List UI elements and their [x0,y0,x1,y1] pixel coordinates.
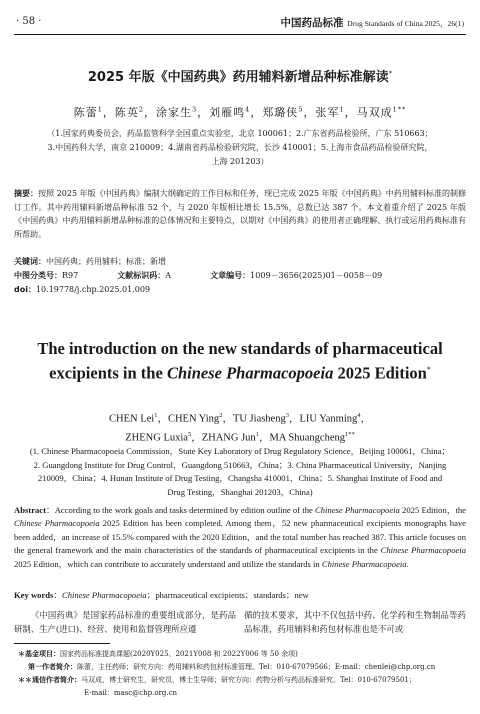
affiliation-line: Drug Testing，Shanghai 201203，China) [167,486,313,497]
chinese-title-text: 2025 年版《中国药典》药用辅料新增品种标准解读 [87,70,389,85]
keywords-text: 中国药典；药用辅料；标准；新增 [46,257,166,266]
fund-label: ＊基金项目： [18,650,60,658]
abstract-text: ：According to the work goals and tasks determined by edition outline of the [45,505,316,515]
abstract-text: 按照 2025 年版《中国药典》编制大纲确定的工作目标和任务，现已完成 2025 年版《中国药典》中药用辅料标准的制修订工作。其中药用辅料新增品种标准 52 个，与 2020 年版相比增长 15.5%，总数已达 387 个。本文着重介绍了 2025 年版《中国药典》中药用辅料新增品种标准的总体情况和主要特点，以期对《中国药典》的使用者正确理解、执行或运用药典标准有所帮助。 [14,189,466,239]
author-name: CHEN Ying [167,413,220,425]
english-abstract [14,504,466,571]
affiliation-line: (1. Chinese Pharmacopoeia Commission，State Key Laboratory of Drug Regulatory Science，Beijing 100061，China； [29,446,451,456]
author-name: 郑璐侠 [262,106,299,119]
corresponding-label: ＊＊通信作者简介： [18,676,81,684]
classification-line [14,270,466,281]
running-header [14,12,466,35]
doi-line [14,284,466,295]
chinese-authors: 陈蕾$^1$，陈英$^2$，涂家生$^3$，刘雁鸣$^4$，郑璐侠$^5$，张军$^1$，马双成$^{1**}$ [73,105,407,119]
body-column-right: 循的技术要求，其中不仅包括中药、化学药和生物制品等药品标准，药用辅料和药包材标准也是不可或 [244,610,466,634]
abstract-text: 2025 Edition，the [399,505,466,515]
author-affiliation-mark: 1 [154,412,158,419]
chinese-abstract [14,187,466,241]
first-author-text: 陈蕾，主任药师；研究方向：药用辅料和药包材标准管理。Tel：010-67079566；E-mail：chenlei@chp.org.cn [77,663,436,671]
abstract-italic: Chinese Pharmacopoeia [14,518,100,529]
affiliation-line: 3.中国药科大学，南京 210009；4.湖南省药品检验研究院，长沙 410001；5.上海市食品药品检验研究院， [47,143,433,152]
doi-link[interactable]: 10.19778/j.chp.2025.01.009 [35,285,151,294]
chinese-affiliations [16,127,464,169]
doi-label: doi： [14,285,36,294]
title-italic-part: Chinese Pharmacopoeia [166,363,334,383]
author-affiliation-mark: 5 [298,105,304,114]
author-affiliation-mark: 3 [192,105,198,114]
abstract-text: . [406,558,409,569]
article-number-label: 文章编号： [210,271,251,280]
keywords-text: ；pharmaceutical excipients；standards；new [146,590,309,600]
first-author-label: 第一作者简介： [28,663,77,671]
author-name: 涂家生 [156,106,193,119]
author-name: LIU Yanming [299,413,358,425]
author-affiliation-mark: 4 [357,412,361,419]
corresponding-text: 马双成，博士研究生，研究员，博士生导师；研究方向：药物分析与药品标准研究。Tel：010-67079501； [81,676,416,684]
english-title-line [0,359,480,384]
author-name: CHEN Lei [108,413,155,425]
author-name: 刘雁鸣 [209,106,246,119]
keywords-label: Key words [14,590,54,600]
author-name: TU Jiasheng [232,413,286,425]
english-keywords [14,589,466,602]
author-affiliation-mark: 1** [344,430,355,438]
author-name: 陈英 [114,106,139,119]
doc-code-label: 文献标识码： [117,271,166,280]
page-number: · 58 · [16,16,42,27]
clc-value: R97 [62,271,79,280]
title-footnote-mark: * [426,365,431,374]
footnote-corresponding [18,675,466,686]
abstract-label: 摘要： [14,189,39,198]
author-affiliation-mark: 1 [97,105,103,114]
author-name: MA Shuangcheng [269,432,345,443]
english-title [0,338,480,384]
footnote-fund [18,649,466,660]
author-affiliation-mark: 1 [255,430,259,438]
journal-name-en: Drug Standards of China 2025，26(1) [347,19,464,28]
journal-name-cn: 中国药品标准 [280,17,344,29]
affiliation-line: 上海 201203） [211,157,269,166]
abstract-italic: Chinese Pharmacopoeia [321,558,407,569]
fund-text: 国家药品标准提高课题(2020Y025、2021Y008 和 2022Y006 等 50 余项) [60,650,298,658]
article-number-value: 1009－3656(2025)01－0058－09 [250,271,383,280]
abstract-text: 2025 Edition，which can contribute to accurately understand and utilize the standards in [14,558,322,569]
journal-name [281,15,465,30]
abstract-italic: Chinese Pharmacopoeia [380,545,466,556]
title-part: excipients in the [49,363,167,383]
abstract-italic: Chinese Pharmacopoeia [315,505,400,515]
affiliation-line: 2. Guangdong Institute for Drug Control，Guangdong 510663，China；3. China Pharmaceutical University，Nanjing [33,459,447,470]
title-footnote-mark: * [388,69,393,78]
author-affiliation-mark: 5 [187,430,192,438]
author-name: ZHANG Jun [201,432,256,443]
footnote-rule [14,643,110,644]
english-authors [0,408,480,445]
footnote-first-author [28,662,466,673]
abstract-text: 2025 Edition has been completed. Among them，52 new pharmaceutical excipients monographs have been added，an increase of 15.5% compared with the 2020 Edition，and the total number has reached 387. This article focuses on the general framework and the main characteristics of the standards of pharmaceutical excipients in the [14,518,467,556]
author-affiliation-mark: 3 [285,412,289,419]
title-part: 2025 Edition [333,363,427,383]
author-affiliation-mark: 4 [245,105,251,114]
abstract-label: Abstract [14,505,46,515]
author-affiliation-mark: 2 [219,412,223,419]
author-affiliation-mark: 1 [339,105,345,114]
english-authors-line: ZHENG Luxia$^5$，ZHANG Jun$^1$，MA Shuangcheng$^{1**}$ [125,430,355,443]
doc-code-value: A [165,271,172,280]
author-name: 张军 [315,106,340,119]
affiliation-line: （1.国家药典委员会，药品监管科学全国重点实验室，北京 100061；2.广东省药品检验所，广东 510663； [47,129,433,138]
author-name: ZHENG Luxia [125,432,188,443]
clc-label: 中图分类号： [14,271,62,280]
body-column-left: 《中国药典》是国家药品标准的重要组成部分，是药品研制、生产(进口)、经营、使用和监督管理所应遵 [14,610,236,634]
keywords-colon: ： [53,590,62,600]
affiliation-line: 210009，China；4. Hunan Institute of Drug Testing，Changsha 410001，China；5. Shanghai Institute of Food and [37,473,443,483]
author-affiliation-mark: 2 [138,105,145,114]
footnote-corresponding-email[interactable]: E-mail：masc@chp.org.cn [84,689,178,697]
author-name: 陈蕾 [73,106,98,119]
chinese-keywords [14,256,466,267]
keyword-italic: Chinese Pharmacopoeia [62,590,147,600]
author-name: 马双成 [356,106,393,119]
english-affiliations [14,445,466,499]
english-title-line: The introduction on the new standards of pharmaceutical [37,339,443,358]
chinese-title [0,66,480,85]
english-authors-line: CHEN Lei$^1$，CHEN Ying$^2$，TU Jiasheng$^3$，LIU Yanming$^4$， [108,412,371,425]
author-affiliation-mark: 1** [392,105,407,114]
keywords-label: 关键词： [14,257,46,266]
